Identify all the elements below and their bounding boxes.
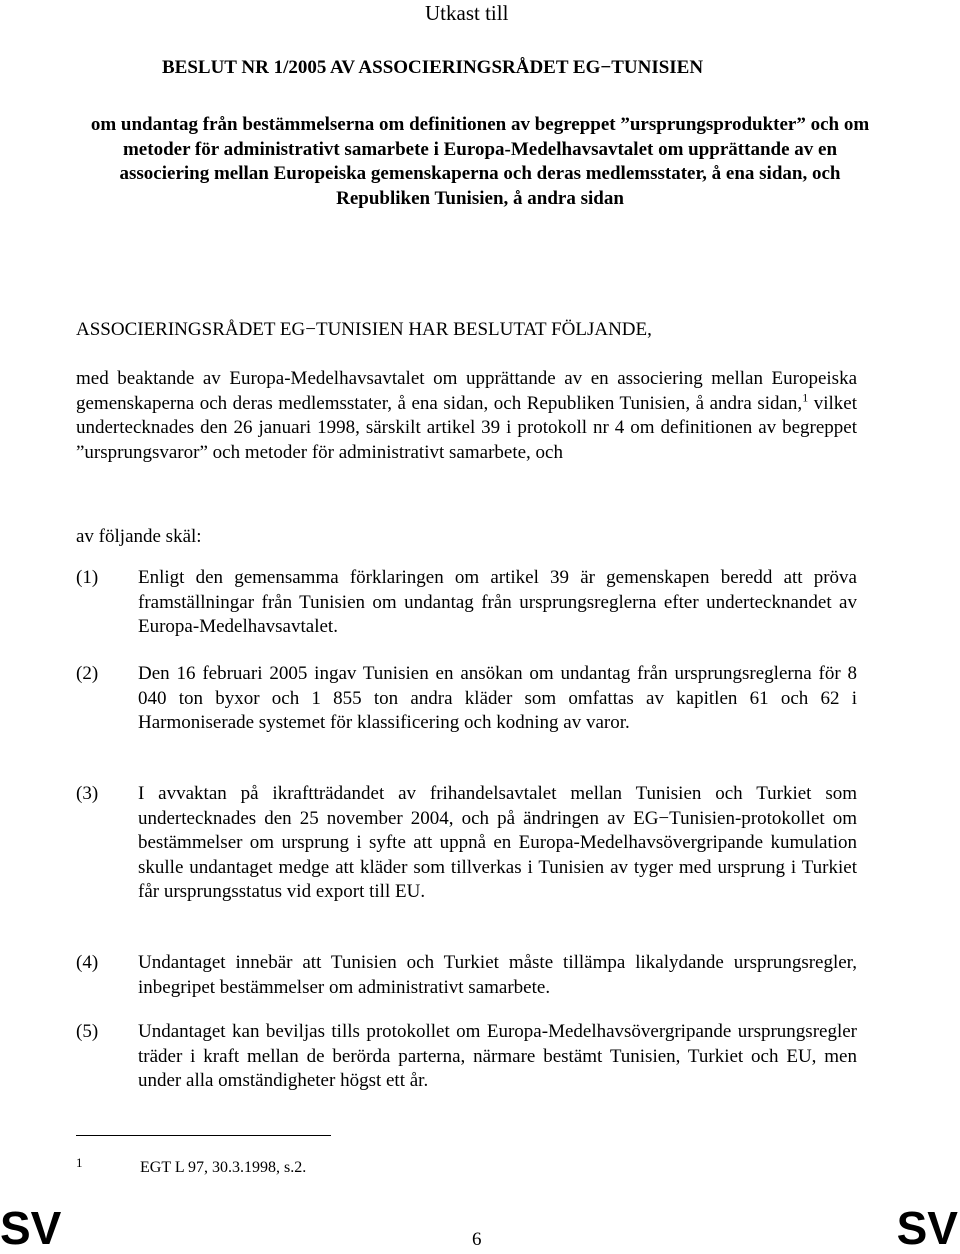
recital-item (76, 951, 857, 1000)
recital-text: Undantaget kan beviljas tills protokollet om Europa-Medelhavsövergripande ursprungsregler träder i kraft mellan de berörda parterna, närmare bestämt Tunisien, Turkiet och EU, men under alla omständigheter högst ett år. (138, 1021, 857, 1091)
preamble-paragraph (76, 367, 857, 465)
recital-number: (2) (76, 663, 99, 684)
reasons-intro: av följande skäl: (76, 526, 202, 547)
recital-item (76, 1020, 857, 1094)
preamble-text-part1: med beaktande av Europa-Medelhavsavtalet om upprättande av en associering mellan Europeiska gemenskaperna och deras medlemsstater, å ena sidan, och Republiken Tunisien, å andra sidan, (76, 368, 857, 414)
document-title: BESLUT NR 1/2005 AV ASSOCIERINGSRÅDET EG−TUNISIEN (162, 57, 704, 78)
footnote-text: EGT L 97, 30.3.1998, s.2. (140, 1159, 307, 1176)
draft-label: Utkast till (425, 1, 509, 25)
footnote-reference: 1 (802, 390, 809, 405)
recital-item (76, 782, 857, 905)
language-code-right: SV (896, 1202, 958, 1254)
decision-heading: ASSOCIERINGSRÅDET EG−TUNISIEN HAR BESLUTAT FÖLJANDE, (76, 319, 652, 340)
footnote-divider (76, 1135, 331, 1136)
recital-number: (1) (76, 567, 99, 588)
recital-item (76, 566, 857, 640)
recital-number: (3) (76, 783, 99, 804)
recital-number: (4) (76, 952, 99, 973)
page-number: 6 (472, 1229, 482, 1250)
document-subtitle: om undantag från bestämmelserna om definitionen av begreppet ”ursprungsprodukter” och om metoder för administrativt samarbete i Europa-Medelhavsavtalet om upprättande av en associering mellan Europeiska gemenskaperna och deras medlemsstater, å ena sidan, och Republiken Tunisien, å andra sidan (90, 114, 870, 209)
recital-text: I avvaktan på ikraftträdandet av frihandelsavtalet mellan Tunisien och Turkiet som undertecknades den 25 november 2004, och på ändringen av EG−Tunisien-protokollet om bestämmelser om ursprung i syfte att uppnå en Europa-Medelhavsövergripande kumulation skulle undantaget medge att kläder som tillverkas i Tunisien av tyger med ursprung i Turkiet får ursprungsstatus vid export till EU. (138, 783, 857, 902)
recital-number: (5) (76, 1021, 99, 1042)
recital-text: Undantaget innebär att Tunisien och Turkiet måste tillämpa likalydande ursprungsregler, inbegripet bestämmelser om administrativt samarbete. (138, 952, 857, 998)
footnote-number: 1 (76, 1155, 83, 1170)
preamble-text-part2: vilket undertecknades den 26 januari 1998, särskilt artikel 39 i protokoll nr 4 om definitionen av begreppet ”ursprungsvaror” och metoder för administrativt samarbete, och (76, 392, 857, 463)
recital-item (76, 662, 857, 736)
recital-text: Enligt den gemensamma förklaringen om artikel 39 är gemenskapen beredd att pröva framställningar från Tunisien om undantag från ursprungsreglerna efter undertecknandet av Europa-Medelhavsavtalet. (138, 567, 857, 637)
recital-text: Den 16 februari 2005 ingav Tunisien en ansökan om undantag från ursprungsreglerna för 8 040 ton byxor och 1 855 ton andra kläder som omfattas av kapitlen 61 och 62 i Harmoniserade systemet för klassificering och kodning av varor. (138, 663, 857, 733)
language-code-left: SV (0, 1202, 62, 1254)
